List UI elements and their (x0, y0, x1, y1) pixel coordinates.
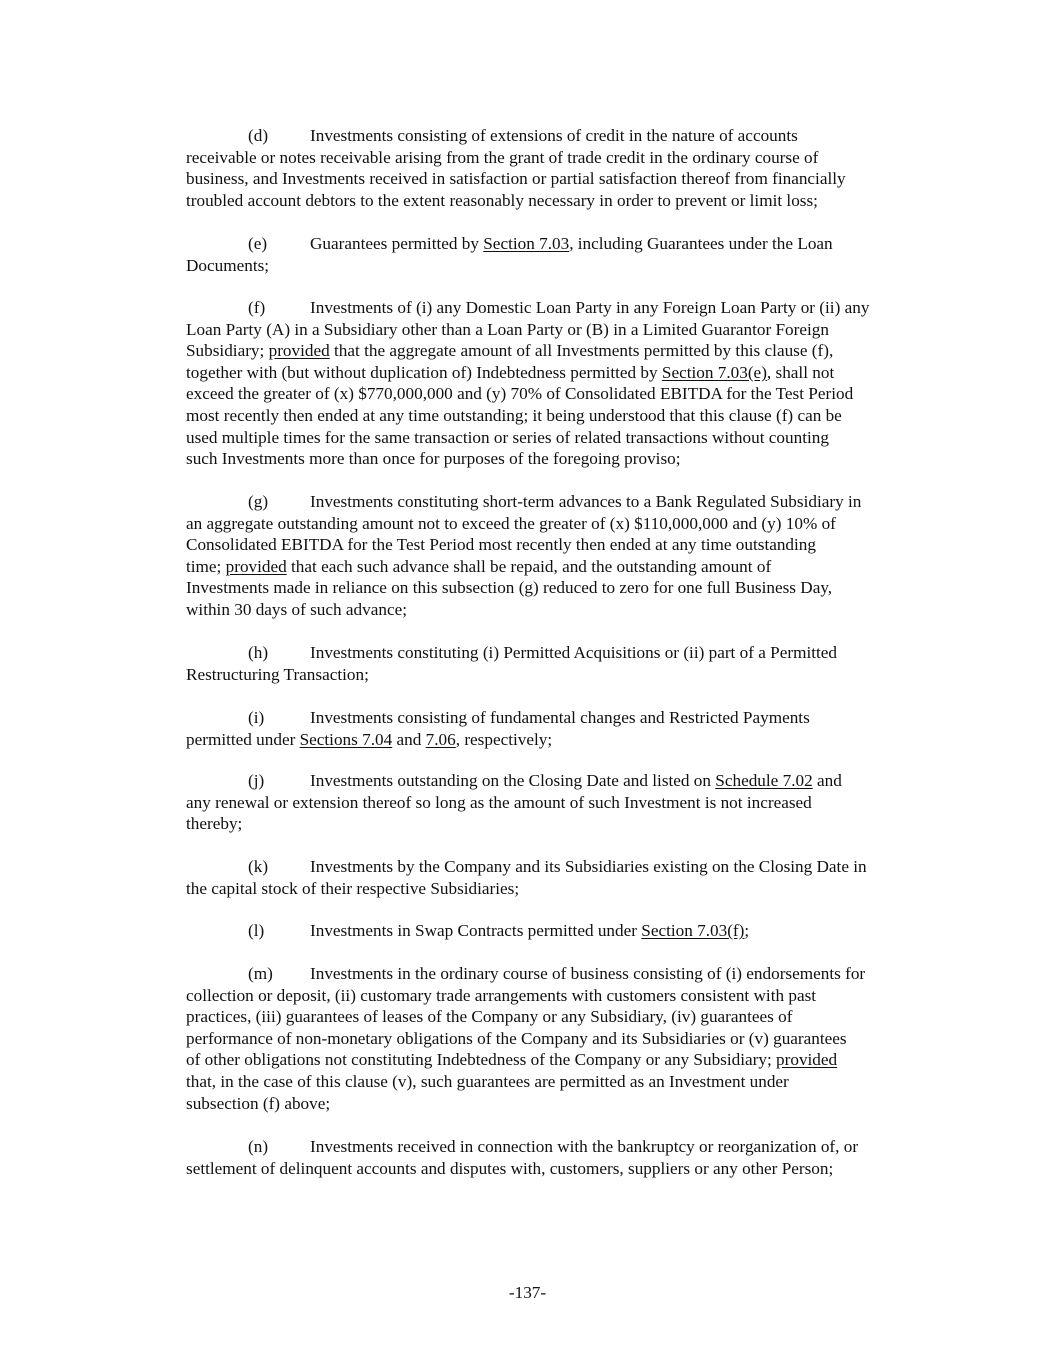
paragraph-line (186, 362, 946, 384)
paragraph-m (186, 963, 946, 1114)
paragraph-line (186, 577, 946, 599)
paragraph-line (186, 190, 946, 212)
page-number: -137- (508, 1283, 547, 1302)
paragraph-text: , including Guarantees under the Loan (569, 234, 833, 253)
paragraph-text: Investments constituting (i) Permitted Acquisitions or (ii) part of a Permitted (310, 643, 837, 662)
paragraph-text: exceed the greater of (x) $770,000,000 and (y) 70% of Consolidated EBITDA for the Test Period (186, 384, 854, 404)
paragraph-text: ; (744, 921, 750, 940)
paragraph-text: practices, (iii) guarantees of leases of the Company or any Subsidiary, (iv) guarantees of (186, 1007, 793, 1027)
paragraph-text: permitted under (186, 729, 300, 749)
paragraph-f (186, 297, 946, 470)
paragraph-text: an aggregate outstanding amount not to exceed the greater of (x) $110,000,000 and (y) 10% of (186, 513, 836, 533)
paragraph-text: Investments of (i) any Domestic Loan Party in any Foreign Loan Party or (ii) any (310, 298, 870, 317)
paragraph-n (186, 1136, 946, 1179)
paragraph-j (186, 770, 946, 835)
paragraph-line (186, 963, 946, 985)
paragraph-line (186, 1158, 946, 1180)
paragraph-line (186, 599, 946, 621)
paragraph-line (186, 642, 946, 664)
paragraph-line (186, 168, 946, 190)
clause-marker: (g) (248, 492, 269, 511)
paragraph-line (186, 729, 946, 751)
cross-reference-link: 7.06 (425, 729, 456, 749)
paragraph-line (186, 1049, 946, 1071)
paragraph-line (186, 147, 946, 169)
paragraph-text: troubled account debtors to the extent reasonably necessary in order to prevent or limit loss; (186, 190, 818, 210)
paragraph-line (186, 770, 946, 792)
cross-reference-link: Schedule 7.02 (715, 771, 813, 790)
paragraph-line (186, 792, 946, 814)
paragraph-line (186, 340, 946, 362)
paragraph-text: within 30 days of such advance; (186, 599, 407, 619)
paragraph-text: most recently then ended at any time outstanding; it being understood that this clause (f) can be (186, 405, 842, 425)
clause-marker: (f) (248, 298, 266, 317)
paragraph-line (186, 513, 946, 535)
paragraph-line (186, 1093, 946, 1115)
clause-marker: (k) (248, 857, 269, 876)
paragraph-line (186, 255, 946, 277)
paragraph-e (186, 233, 946, 276)
cross-reference-link: Sections 7.04 (299, 729, 393, 749)
clause-marker: (l) (248, 921, 265, 940)
paragraph-line (186, 707, 946, 729)
cross-reference-link: Section 7.03 (483, 234, 570, 253)
paragraph-line (186, 664, 946, 686)
paragraph-text: and (392, 729, 426, 749)
paragraph-text: Investments in Swap Contracts permitted under (310, 921, 642, 940)
paragraph-text: business, and Investments received in satisfaction or partial satisfaction thereof from financially (186, 169, 846, 189)
paragraph-line (186, 125, 946, 147)
paragraph-text: that each such advance shall be repaid, and the outstanding amount of (286, 556, 772, 576)
paragraph-text: any renewal or extension thereof so long as the amount of such Investment is not increased (186, 792, 812, 812)
paragraph-line (186, 491, 946, 513)
paragraph-line (186, 319, 946, 341)
paragraph-text: Subsidiary; (186, 341, 269, 361)
paragraph-line (186, 920, 946, 942)
paragraph-l (186, 920, 946, 942)
paragraph-text: such Investments more than once for purposes of the foregoing proviso; (186, 449, 681, 469)
paragraph-text: and (812, 771, 842, 790)
paragraph-g (186, 491, 946, 621)
paragraph-line (186, 1006, 946, 1028)
clause-marker: (i) (248, 708, 265, 727)
paragraph-text: that, in the case of this clause (v), such guarantees are permitted as an Investment under (186, 1071, 789, 1091)
paragraph-i (186, 707, 946, 750)
paragraph-line (186, 1071, 946, 1093)
paragraph-text: Investments by the Company and its Subsidiaries existing on the Closing Date in (310, 857, 867, 876)
clause-marker: (m) (248, 964, 273, 983)
paragraph-text: of other obligations not constituting Indebtedness of the Company or any Subsidiary; (186, 1050, 777, 1070)
paragraph-text: Investments outstanding on the Closing Date and listed on (310, 771, 716, 790)
paragraph-line (186, 1028, 946, 1050)
paragraph-text: collection or deposit, (ii) customary trade arrangements with customers consistent with past (186, 985, 817, 1005)
clause-marker: (h) (248, 643, 269, 662)
paragraph-text: Investments consisting of fundamental changes and Restricted Payments (310, 708, 810, 727)
paragraph-text: Guarantees permitted by (310, 234, 484, 253)
paragraph-text: settlement of delinquent accounts and disputes with, customers, suppliers or any other Person; (186, 1158, 834, 1178)
paragraph-text: performance of non-monetary obligations of the Company and its Subsidiaries or (v) guarantees (186, 1028, 847, 1048)
paragraph-text: time; (186, 556, 226, 576)
paragraph-text: Investments in the ordinary course of business consisting of (i) endorsements for (310, 964, 866, 983)
paragraph-line (186, 448, 946, 470)
paragraph-k (186, 856, 946, 899)
paragraph-h (186, 642, 946, 685)
paragraph-text: Restructuring Transaction; (186, 664, 369, 684)
cross-reference-link: Section 7.03(e) (661, 362, 767, 382)
cross-reference-link: Section 7.03(f) (641, 921, 745, 940)
paragraph-text: Loan Party (A) in a Subsidiary other than a Loan Party or (B) in a Limited Guarantor Foreign (186, 319, 829, 339)
cross-reference-link: provided (776, 1050, 838, 1070)
clause-marker: (n) (248, 1137, 269, 1156)
paragraph-text: that the aggregate amount of all Investments permitted by this clause (f), (329, 341, 834, 361)
paragraph-text: thereby; (186, 814, 243, 834)
cross-reference-link: provided (225, 556, 287, 576)
clause-marker: (j) (248, 771, 265, 790)
paragraph-text: the capital stock of their respective Subsidiaries; (186, 878, 520, 898)
paragraph-text: receivable or notes receivable arising from the grant of trade credit in the ordinary course of (186, 147, 819, 167)
paragraph-line (186, 556, 946, 578)
paragraph-line (186, 985, 946, 1007)
paragraph-line (186, 856, 946, 878)
clause-marker: (e) (248, 234, 268, 253)
paragraph-text: , shall not (766, 362, 835, 382)
paragraph-line (186, 878, 946, 900)
paragraph-line (186, 233, 946, 255)
paragraph-text: Investments made in reliance on this subsection (g) reduced to zero for one full Business Day, (186, 578, 833, 598)
paragraph-line (186, 534, 946, 556)
paragraph-text: Investments consisting of extensions of credit in the nature of accounts (310, 126, 798, 145)
clause-marker: (d) (248, 126, 269, 145)
paragraph-line (186, 297, 946, 319)
paragraph-line (186, 427, 946, 449)
paragraph-text: Investments received in connection with the bankruptcy or reorganization of, or (310, 1137, 859, 1156)
paragraph-text: Documents; (186, 255, 270, 275)
paragraph-text: Investments constituting short-term advances to a Bank Regulated Subsidiary in (310, 492, 862, 511)
paragraph-text: , respectively; (455, 729, 553, 749)
cross-reference-link: provided (268, 341, 330, 361)
paragraph-line (186, 813, 946, 835)
paragraph-text: subsection (f) above; (186, 1093, 331, 1113)
paragraph-line (186, 1136, 946, 1158)
paragraph-text: used multiple times for the same transaction or series of related transactions without counting (186, 427, 829, 447)
paragraph-d (186, 125, 946, 211)
paragraph-text: together with (but without duplication of) Indebtedness permitted by (186, 362, 662, 382)
paragraph-text: Consolidated EBITDA for the Test Period most recently then ended at any time outstanding (186, 535, 816, 555)
paragraph-line (186, 383, 946, 405)
paragraph-line (186, 405, 946, 427)
